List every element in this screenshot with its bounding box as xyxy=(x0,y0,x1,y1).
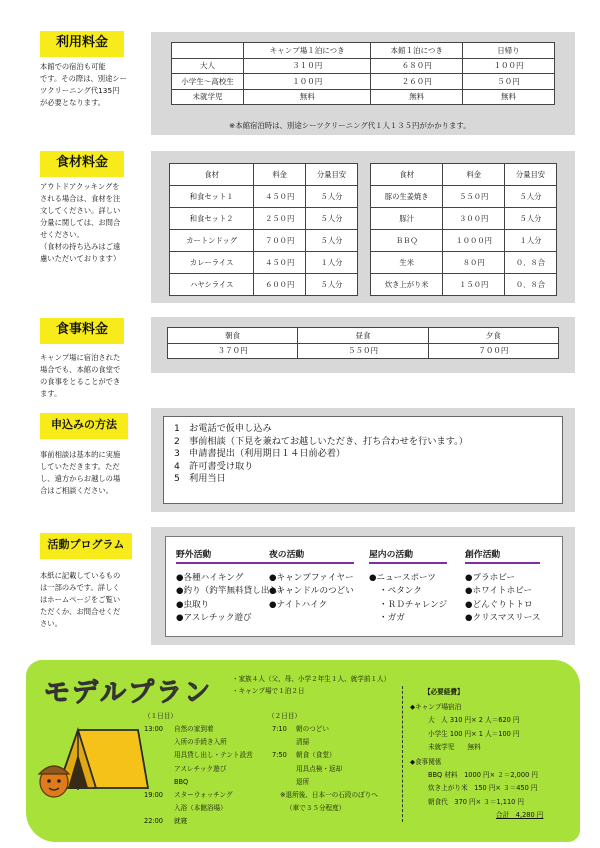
list-item: ●プラホビー xyxy=(465,573,516,583)
stay-label: ◆キャンプ場宿泊 xyxy=(410,703,462,712)
meals-table xyxy=(167,327,559,359)
table-row: カートンドッグ ７００円 ５人分 xyxy=(170,230,358,252)
table-row: 和食セット２ ２５０円 ５人分 xyxy=(170,208,358,230)
costs-divider xyxy=(402,686,403,822)
list-item: ●釣り（釣竿無料貸し出し） xyxy=(176,586,287,597)
list-item: 未就学児 無料 xyxy=(428,742,481,751)
list-item: 入所の手続き入所 xyxy=(174,738,227,747)
list-item: 大 人 310 円× 2 人＝620 円 xyxy=(428,716,520,725)
list-item: ●クリスマスリース xyxy=(465,613,541,624)
title-char: デ xyxy=(72,678,101,708)
table-row: 豚の生姜焼き ５５０円 ５人分 xyxy=(371,186,557,208)
meals-panel xyxy=(151,317,575,373)
list-item: 小学生 100 円× 1 人＝100 円 xyxy=(428,729,520,738)
table-row: 未就学児 無料 無料 無料 xyxy=(172,89,555,105)
table-row: 朝食 昼食 夕食 xyxy=(168,328,559,344)
apply-steps xyxy=(163,416,563,504)
list-item: 退所 xyxy=(296,777,310,786)
list-item: ●虫取り xyxy=(176,599,210,610)
list-item: 19:00 スターウォッチング xyxy=(144,791,233,800)
program-title: 活動プログラム xyxy=(40,533,132,559)
program-box xyxy=(165,536,563,637)
usage-note: ※本館宿泊時は、別途シーツクリーニング代１人１３５円がかかります。 xyxy=(229,121,471,130)
usage-panel xyxy=(151,32,575,135)
meals-description: キャンプ場に宿泊された 場合でも、本館の食堂で の食事をとることができ ます。 xyxy=(40,353,121,398)
list-item: ●各種ハイキング xyxy=(176,573,244,583)
table-row: 豚汁 ３００円 ５人分 xyxy=(371,208,557,230)
costs-title: 【必要経費】 xyxy=(424,688,464,696)
table-row: ３７０円 ５５０円 ７００円 xyxy=(168,343,559,359)
costs-section xyxy=(410,686,543,822)
list-item: 用具貸し出し・テント設営 xyxy=(174,751,253,760)
table-row: ハヤシライス ６００円 ５人分 xyxy=(170,274,358,296)
list-item: 1 お電話で仮申し込み xyxy=(174,423,272,434)
usage-title: 利用料金 xyxy=(40,31,124,57)
list-item: ●キャンプファイヤー xyxy=(269,573,354,583)
list-item: 3 申請書提出（利用期日１４日前必着） xyxy=(174,448,346,460)
list-item: 2 事前相談（下見を兼ねてお越しいただき、打ち合わせを行います。） xyxy=(174,435,468,447)
meals-title: 食事料金 xyxy=(40,318,124,344)
list-item: （車で３５分程度） xyxy=(286,804,346,813)
ingredients-table-right xyxy=(370,163,557,296)
list-item: 7:50 朝食（食堂） xyxy=(272,751,336,760)
day1-schedule xyxy=(144,723,253,829)
list-item: 清掃 xyxy=(296,738,310,747)
apply-description: 事前相談は基本的に実施 していただきます。ただ し、遠方からお越しの場 合はご相談ください。 xyxy=(40,450,121,495)
program-column-craft: 創作活動 ●プラホビー ●ホワイトホビー ●どんぐりトトロ ●クリスマスリース xyxy=(465,547,540,626)
day2-label: （２日目） xyxy=(268,712,301,720)
title-char: モ xyxy=(44,678,73,708)
list-item: ●ニュースポーツ xyxy=(369,573,436,583)
title-char: ル xyxy=(100,678,129,708)
table-row: 炊き上がり米 １５０円 ０．８合 xyxy=(371,274,557,296)
ingredients-panel xyxy=(151,151,575,303)
usage-table xyxy=(171,42,555,105)
list-item: 朝食代 370 円× ３＝1,110 円 xyxy=(428,797,525,806)
list-item: 13:00 自然の家到着 xyxy=(144,725,214,733)
table-row: 食材 料金 分量目安 xyxy=(371,164,557,186)
list-item: BBQ 材料 1000 円× ２＝2,000 円 xyxy=(428,771,538,780)
title-char: ラ xyxy=(156,678,185,708)
day2-schedule xyxy=(272,723,378,815)
list-item: ●ホワイトホビー xyxy=(465,586,533,597)
list-item: 4 許可書受け取り xyxy=(174,460,254,472)
table-row: キャンプ場１泊につき 本館１泊につき 日帰り xyxy=(172,43,555,59)
model-plan-info: ・家族４人（父、母、小学２年生１人、就学前１人） ・キャンプ場で１泊２日 xyxy=(232,675,391,695)
table-row: 和食セット１ ４５０円 ５人分 xyxy=(170,186,358,208)
list-item: 7:10 朝のつどい xyxy=(272,725,329,733)
table-row: 小学生～高校生 １００円 ２６０円 ５０円 xyxy=(172,74,555,90)
program-column-night: 夜の活動 ●キャンプファイヤー ●キャンドルのつどい ●ナイトハイク xyxy=(269,547,354,612)
list-item: ・ペタンク xyxy=(379,586,422,597)
table-row: ＢＢＱ １０００円 １人分 xyxy=(371,230,557,252)
program-description: 本紙に記載しているもの は一部のみです。詳しく はホームページをご覧い ただくか、お問合せくだ さい。 xyxy=(40,571,121,628)
model-plan-title xyxy=(44,672,212,709)
list-item: 入浴（本館浴場） xyxy=(174,804,227,813)
apply-panel xyxy=(151,408,575,512)
list-item: ●どんぐりトトロ xyxy=(465,599,533,610)
program-panel xyxy=(151,527,575,645)
list-item: ●ナイトハイク xyxy=(269,599,328,610)
list-item: 5 利用当日 xyxy=(174,473,226,485)
table-row: 食材 料金 分量目安 xyxy=(170,164,358,186)
ingredients-description: アウトドアクッキングを される場合は、食材を注 文してください。詳しい 分量に関しては、お問合 せください。 （食材の持ち込みはご遠 慮いただいております） xyxy=(40,182,121,263)
usage-description: 本館での宿泊も可能 です。その際は、別途シー ツクリーニング代135円 が必要となります。 xyxy=(40,62,127,107)
list-item: 用具点検・返却 xyxy=(296,764,343,773)
list-item: ※退所後、日本一の石段のぼりへ xyxy=(280,791,378,800)
list-item: ・ガガ xyxy=(379,613,405,624)
list-item: 炊き上がり米 150 円× ３＝450 円 xyxy=(428,784,538,793)
table-row: 大人 ３１０円 ６８０円 １００円 xyxy=(172,58,555,74)
list-item: アスレチック遊び xyxy=(174,764,227,773)
costs-total: 合計 4,280 円 xyxy=(496,810,544,819)
apply-title: 申込みの方法 xyxy=(40,413,128,439)
ingredients-table-left xyxy=(169,163,358,296)
list-item: ●アスレチック遊び xyxy=(176,613,252,624)
table-row: カレーライス ４５０円 １人分 xyxy=(170,252,358,274)
list-item: 22:00 就寝 xyxy=(144,817,188,826)
program-column-indoor: 屋内の活動 ●ニュースポーツ ・ペタンク ・ＲＤチャレンジ ・ガガ xyxy=(369,547,447,626)
day1-label: （１日目） xyxy=(144,712,177,720)
title-char: プ xyxy=(128,678,157,708)
title-char: ン xyxy=(184,678,213,708)
list-item: ●キャンドルのつどい xyxy=(269,586,354,597)
table-row: 生米 ８０円 ０．８合 xyxy=(371,252,557,274)
food-label: ◆食事関係 xyxy=(410,758,442,767)
list-item: BBQ xyxy=(174,777,189,786)
acorn-character-icon xyxy=(34,756,74,800)
ingredients-title: 食材料金 xyxy=(40,151,124,177)
program-column-outdoor: 野外活動 ●各種ハイキング ●釣り（釣竿無料貸し出し） ●虫取り ●アスレチック遊び xyxy=(176,547,287,626)
list-item: ・ＲＤチャレンジ xyxy=(379,599,448,610)
